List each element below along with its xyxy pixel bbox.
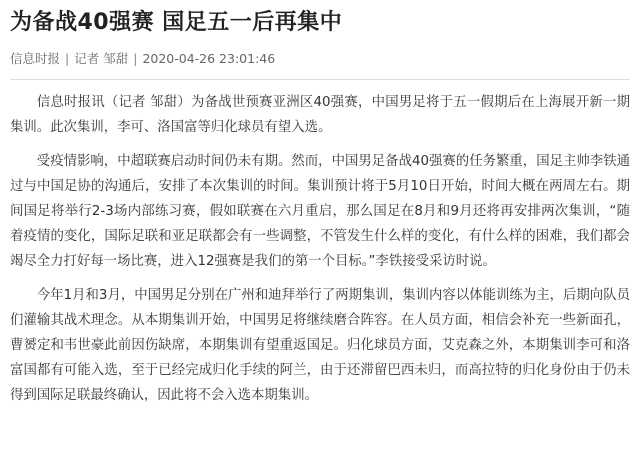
article-paragraph: 信息时报讯（记者 邹甜）为备战世预赛亚洲区40强赛，中国男足将于五一假期后在上海展开新一期集训。此次集训，李可、洛国富等归化球员有望入选。	[10, 95, 630, 135]
article-title: 为备战40强赛 国足五一后再集中	[10, 10, 343, 35]
article-body	[10, 90, 630, 408]
header-divider	[10, 79, 630, 80]
article-paragraph: 今年1月和3月，中国男足分别在广州和迪拜举行了两期集训，集训内容以体能训练为主，后期向队员们灌输其战术理念。从本期集训开始，中国男足将继续磨合阵容。在人员方面，相信会补充一些新面孔，曹赟定和韦世豪此前因伤缺席，本期集训有望重返国足。归化球员方面，艾克森之外，本期集训李可和洛富国都有可能入选，至于已经完成归化手续的阿兰，由于还滞留巴西未归，而高拉特的归化身份由于仍未得到国际足联最终确认，因此将不会入选本期集训。	[10, 288, 630, 403]
meta-author: 记者 邹甜	[74, 51, 129, 66]
article-paragraph: 受疫情影响，中超联赛启动时间仍未有期。然而，中国男足备战40强赛的任务繁重，国足主帅李铁通过与中国足协的沟通后，安排了本次集训的时间。集训预计将于5月10日开始，时间大概在两周左右。期间国足将举行2-3场内部练习赛，假如联赛在六月重启，那么国足在8月和9月还将再安排两次集训，“随着疫情的变化，国际足联和亚足联都会有一些调整，不管发生什么样的变化，有什么样的困难，我们都会竭尽全力打好每一场比赛，进入12强赛是我们的第一个目标。”李铁接受采访时说。	[10, 154, 630, 269]
meta-datetime: 2020-04-26 23:01:46	[142, 51, 276, 66]
meta-source: 信息时报	[10, 51, 61, 66]
article-meta	[10, 48, 630, 70]
meta-separator: |	[133, 51, 138, 66]
meta-separator: |	[65, 51, 70, 66]
